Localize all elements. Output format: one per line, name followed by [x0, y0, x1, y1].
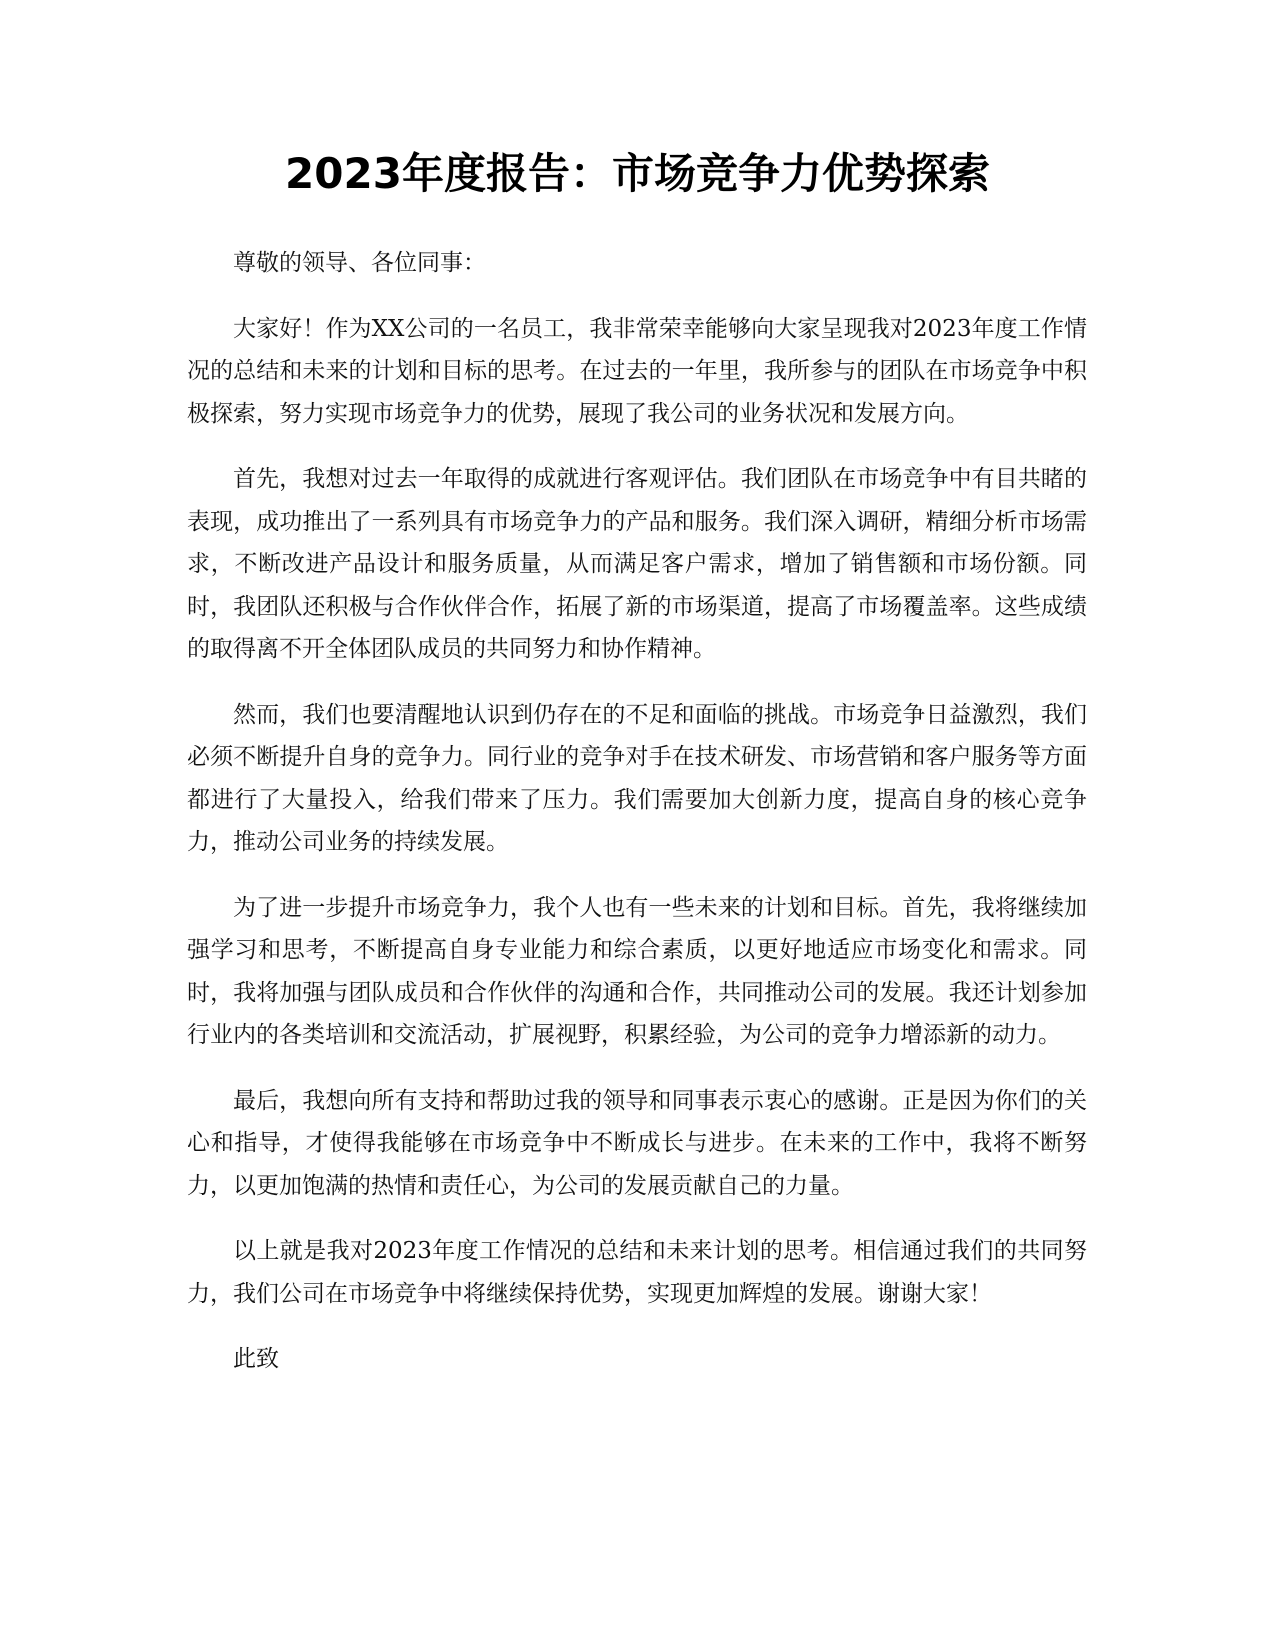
paragraph-intro: 大家好！作为XX公司的一名员工，我非常荣幸能够向大家呈现我对2023年度工作情况的总结和未来的计划和目标的思考。在过去的一年里，我所参与的团队在市场竞争中积极探索，努力实现市场竞争力的优势，展现了我公司的业务状况和发展方向。 — [187, 315, 1087, 427]
paragraph-conclusion: 以上就是我对2023年度工作情况的总结和未来计划的思考。相信通过我们的共同努力，我们公司在市场竞争中将继续保持优势，实现更加辉煌的发展。谢谢大家！ — [187, 1238, 1087, 1307]
salutation: 尊敬的领导、各位同事： — [233, 250, 486, 276]
document-title: 2023年度报告：市场竞争力优势探索 — [285, 149, 990, 198]
closing: 此致 — [233, 1346, 279, 1372]
paragraph-plans: 为了进一步提升市场竞争力，我个人也有一些未来的计划和目标。首先，我将继续加强学习和思考，不断提高自身专业能力和综合素质，以更好地适应市场变化和需求。同时，我将加强与团队成员和合作伙伴的沟通和合作，共同推动公司的发展。我还计划参加行业内的各类培训和交流活动，扩展视野，积累经验，为公司的竞争力增添新的动力。 — [187, 894, 1087, 1048]
document-body — [187, 242, 1087, 1404]
paragraph-challenges: 然而，我们也要清醒地认识到仍存在的不足和面临的挑战。市场竞争日益激烈，我们必须不断提升自身的竞争力。同行业的竞争对手在技术研发、市场营销和客户服务等方面都进行了大量投入，给我们带来了压力。我们需要加大创新力度，提高自身的核心竞争力，推动公司业务的持续发展。 — [187, 701, 1087, 855]
paragraph-achievements: 首先，我想对过去一年取得的成就进行客观评估。我们团队在市场竞争中有目共睹的表现，成功推出了一系列具有市场竞争力的产品和服务。我们深入调研，精细分析市场需求，不断改进产品设计和服务质量，从而满足客户需求，增加了销售额和市场份额。同时，我团队还积极与合作伙伴合作，拓展了新的市场渠道，提高了市场覆盖率。这些成绩的取得离不开全体团队成员的共同努力和协作精神。 — [187, 466, 1087, 662]
paragraph-thanks: 最后，我想向所有支持和帮助过我的领导和同事表示衷心的感谢。正是因为你们的关心和指导，才使得我能够在市场竞争中不断成长与进步。在未来的工作中，我将不断努力，以更加饱满的热情和责任心，为公司的发展贡献自己的力量。 — [187, 1087, 1087, 1199]
